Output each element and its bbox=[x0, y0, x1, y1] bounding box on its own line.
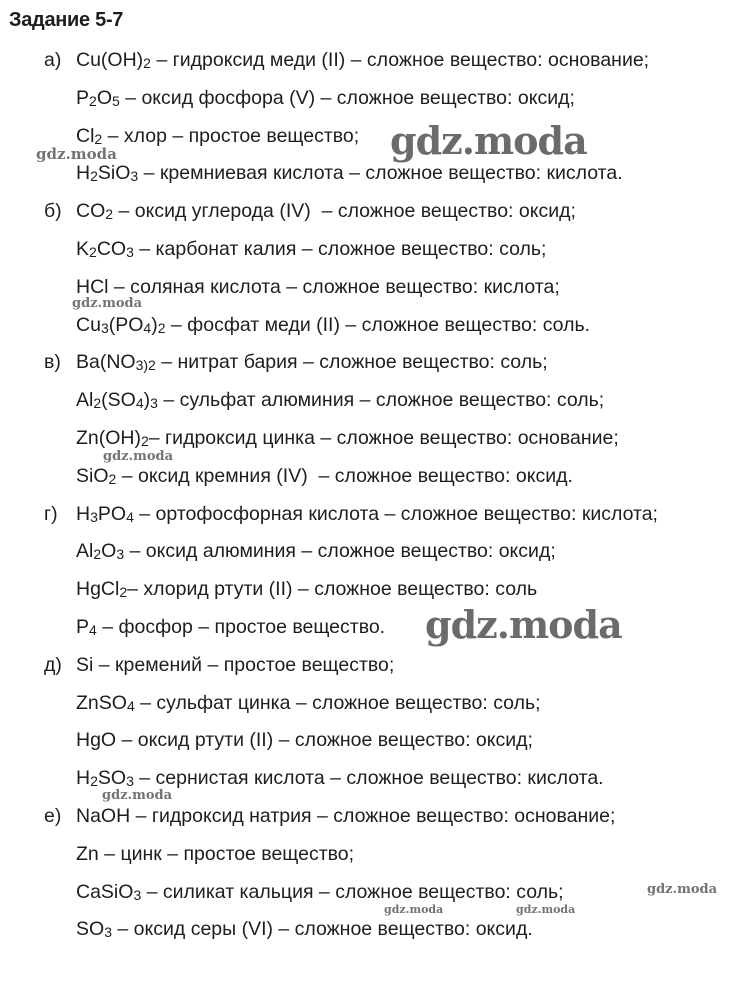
formula-subscript: 4 bbox=[126, 508, 134, 525]
watermark: gdz.moda bbox=[425, 602, 622, 647]
description-text: – хлор – простое вещество; bbox=[102, 124, 360, 147]
answer-list bbox=[0, 42, 747, 949]
description-text: – кремниевая кислота – сложное вещество: кислота. bbox=[138, 162, 623, 185]
description-text: – оксид углерода (IV) – сложное вещество: оксид; bbox=[113, 200, 576, 223]
group-label: е) bbox=[44, 804, 62, 827]
task-title: Задание 5-7 bbox=[9, 9, 124, 31]
formula-subscript: 2 bbox=[119, 584, 128, 601]
description-text: – нитрат бария – сложное вещество: соль; bbox=[155, 351, 548, 374]
watermark: gdz.moda bbox=[36, 145, 117, 163]
description-text: – силикат кальция – сложное вещество: соль; bbox=[141, 880, 564, 903]
answer-line bbox=[0, 911, 747, 949]
answer-line bbox=[0, 874, 747, 912]
formula-part: Al bbox=[76, 540, 94, 563]
description-text: – сернистая кислота – сложное вещество: кислота. bbox=[133, 767, 604, 790]
formula-subscript: 2 bbox=[89, 92, 97, 109]
watermark: gdz.moda bbox=[390, 118, 587, 163]
answer-line bbox=[0, 798, 747, 836]
substance-description bbox=[76, 647, 394, 685]
substance-description bbox=[76, 874, 564, 913]
description-text: – сульфат цинка – сложное вещество: соль; bbox=[134, 691, 541, 714]
description-text: – гидроксид натрия – сложное вещество: основание; bbox=[130, 804, 616, 827]
answer-line bbox=[0, 344, 747, 382]
description-text: – карбонат калия – сложное вещество: соль; bbox=[133, 237, 547, 260]
formula-part: HgO bbox=[76, 729, 117, 752]
formula-subscript: 4 bbox=[89, 621, 97, 638]
formula-part: Cl bbox=[76, 124, 95, 147]
formula-subscript: 3 bbox=[133, 886, 142, 903]
formula-part: Zn bbox=[76, 842, 99, 865]
answer-line bbox=[0, 722, 747, 760]
formula-part: Cu bbox=[76, 313, 101, 336]
formula-part: (SO bbox=[101, 389, 136, 412]
answer-line bbox=[0, 382, 747, 420]
description-text: – хлорид ртути (II) – сложное вещество: соль bbox=[127, 578, 538, 601]
group-label: д) bbox=[44, 653, 62, 676]
description-text: – фосфат меди (II) – сложное вещество: соль. bbox=[165, 313, 591, 336]
answer-line bbox=[0, 685, 747, 723]
formula-subscript: 2 bbox=[143, 55, 151, 71]
description-text: – гидроксид цинка – сложное вещество: основание; bbox=[148, 426, 619, 449]
answer-line bbox=[0, 836, 747, 874]
substance-description bbox=[76, 533, 556, 572]
formula-subscript: 3 bbox=[126, 773, 134, 790]
answer-line bbox=[0, 647, 747, 685]
formula-part: HCl bbox=[76, 275, 109, 298]
formula-subscript: 2 bbox=[157, 319, 166, 336]
formula-subscript: 3 bbox=[90, 508, 98, 525]
answer-line bbox=[0, 42, 747, 80]
formula-subscript: 2 bbox=[90, 168, 98, 185]
description-text: – ортофосфорная кислота – сложное вещество: кислота; bbox=[133, 502, 658, 525]
formula-subscript: 2 bbox=[105, 206, 114, 223]
substance-description bbox=[76, 42, 649, 81]
formula-part: Zn(OH) bbox=[76, 426, 141, 449]
formula-subscript: 3 bbox=[104, 924, 112, 941]
formula-subscript: 2 bbox=[108, 470, 117, 487]
answer-line bbox=[0, 231, 747, 269]
formula-subscript: 3 bbox=[100, 319, 109, 336]
formula-subscript: 2 bbox=[89, 243, 97, 260]
formula-part: ) bbox=[151, 313, 158, 336]
formula-subscript: 3 bbox=[150, 395, 158, 412]
formula-part: H bbox=[76, 502, 91, 525]
formula-subscript: 5 bbox=[111, 92, 120, 109]
formula-part: O bbox=[101, 540, 117, 563]
formula-part: HgCl bbox=[76, 578, 120, 601]
description-text: – фосфор – простое вещество. bbox=[96, 615, 386, 638]
formula-part: P bbox=[76, 615, 90, 638]
formula-subscript: 2 bbox=[141, 432, 149, 449]
group-label: г) bbox=[44, 502, 58, 525]
formula-part: (PO bbox=[108, 313, 144, 336]
description-text: – цинк – простое вещество; bbox=[98, 842, 355, 865]
formula-subscript: 3 bbox=[116, 546, 125, 563]
substance-description bbox=[76, 722, 533, 760]
formula-part: CO bbox=[96, 237, 127, 260]
formula-subscript: 2 bbox=[90, 773, 98, 790]
formula-subscript: 2 bbox=[94, 130, 103, 147]
formula-part: CO bbox=[76, 200, 106, 223]
watermark: gdz.moda bbox=[647, 882, 718, 897]
formula-part: SO bbox=[97, 767, 127, 790]
formula-subscript: 3 bbox=[126, 243, 134, 260]
formula-subscript: 2 bbox=[93, 546, 102, 563]
substance-description bbox=[76, 836, 354, 874]
watermark: gdz.moda bbox=[72, 296, 143, 311]
description-text: – оксид кремния (IV) – сложное вещество: оксид. bbox=[116, 464, 573, 487]
substance-description bbox=[76, 118, 359, 157]
description-text: – оксид фосфора (V) – сложное вещество: оксид; bbox=[119, 86, 575, 109]
group-label: а) bbox=[44, 49, 62, 71]
description-text: – оксид серы (VI) – сложное вещество: оксид. bbox=[111, 918, 533, 941]
formula-part: CaSiO bbox=[76, 880, 134, 903]
substance-description bbox=[76, 609, 385, 648]
substance-description bbox=[76, 911, 533, 950]
formula-part: Ba(NO bbox=[76, 351, 136, 374]
formula-part: Si bbox=[76, 653, 94, 676]
formula-subscript: 4 bbox=[126, 697, 135, 714]
substance-description bbox=[76, 382, 604, 421]
formula-part: NaOH bbox=[76, 804, 131, 827]
description-text: – гидроксид меди (II) – сложное вещество: основание; bbox=[150, 49, 650, 71]
description-text: – соляная кислота – сложное вещество: кислота; bbox=[108, 275, 560, 298]
group-label: б) bbox=[44, 200, 62, 223]
answer-line bbox=[0, 496, 747, 534]
answer-line bbox=[0, 533, 747, 571]
formula-part: O bbox=[96, 86, 112, 109]
substance-description bbox=[76, 269, 560, 307]
watermark: gdz.moda bbox=[516, 903, 576, 916]
formula-subscript: 4 bbox=[135, 395, 144, 412]
description-text: – оксид алюминия – сложное вещество: оксид; bbox=[124, 540, 556, 563]
answer-line bbox=[0, 571, 747, 609]
answer-line bbox=[0, 80, 747, 118]
substance-description bbox=[76, 307, 590, 346]
substance-description bbox=[76, 193, 576, 232]
formula-subscript: 4 bbox=[143, 319, 152, 336]
watermark: gdz.moda bbox=[103, 449, 174, 464]
substance-description bbox=[76, 80, 575, 119]
substance-description bbox=[76, 344, 548, 383]
substance-description bbox=[76, 231, 546, 270]
formula-part: SO bbox=[76, 918, 105, 941]
formula-subscript: 2 bbox=[93, 395, 102, 412]
formula-part: SiO bbox=[97, 162, 131, 185]
substance-description bbox=[76, 496, 658, 535]
answer-line bbox=[0, 609, 747, 647]
formula-part: ZnSO bbox=[76, 691, 127, 714]
formula-part: H bbox=[76, 767, 91, 790]
formula-subscript: 3 bbox=[130, 168, 139, 185]
formula-part: ) bbox=[143, 389, 151, 412]
description-text: – кремений – простое вещество; bbox=[93, 653, 395, 676]
formula-part: K bbox=[76, 237, 90, 260]
formula-part: P bbox=[76, 86, 90, 109]
formula-part: H bbox=[76, 162, 91, 185]
formula-part: Al bbox=[76, 389, 94, 412]
watermark: gdz.moda bbox=[384, 903, 444, 916]
substance-description bbox=[76, 798, 615, 836]
watermark: gdz.moda bbox=[102, 788, 173, 803]
answer-line bbox=[0, 193, 747, 231]
answer-line bbox=[0, 307, 747, 345]
formula-part: SiO bbox=[76, 464, 109, 487]
description-text: – сульфат алюминия – сложное вещество: соль; bbox=[157, 389, 605, 412]
formula-part: PO bbox=[97, 502, 127, 525]
formula-part: Cu(OH) bbox=[76, 49, 144, 71]
group-label: в) bbox=[44, 351, 61, 374]
description-text: – оксид ртути (II) – сложное вещество: оксид; bbox=[116, 729, 533, 752]
substance-description bbox=[76, 685, 541, 724]
formula-subscript: 3)2 bbox=[135, 357, 156, 374]
